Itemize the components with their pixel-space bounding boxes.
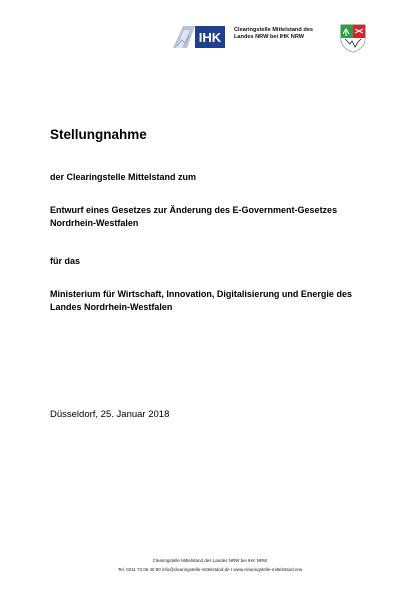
clearingstelle-name-line2: Landes NRW bei IHK NRW	[234, 34, 305, 40]
ihk-logo-text: IHK	[198, 30, 222, 45]
clearingstelle-name-line1: Clearingstelle Mittelstand des	[234, 27, 313, 33]
ihk-logo	[173, 24, 225, 48]
footer	[0, 556, 420, 574]
footer-line1: Clearingstelle Mittelstand des Landes NRW bei IHK NRW	[152, 558, 268, 563]
nrw-coat-of-arms-icon	[338, 23, 368, 53]
clearingstelle-name	[234, 27, 334, 41]
document-date: Düsseldorf, 25. Januar 2018	[50, 409, 170, 420]
footer-line2: Tel. 0211 73 06 40 90 info@clearingstelle-mittelstand.de I www.clearingstelle-mittelstand.nrw	[117, 567, 303, 572]
document-subtitle: der Clearingstelle Mittelstand zum	[50, 172, 197, 182]
recipient-intro: für das	[50, 256, 81, 266]
draft-law-title: Entwurf eines Gesetzes zur Änderung des E-Government-Gesetzes Nordrhein-Westfalen	[50, 205, 338, 228]
ministry-name: Ministerium für Wirtschaft, Innovation, Digitalisierung und Energie des Landes Nordrhein-Westfalen	[50, 289, 352, 312]
document-title: Stellungnahme	[50, 127, 147, 142]
